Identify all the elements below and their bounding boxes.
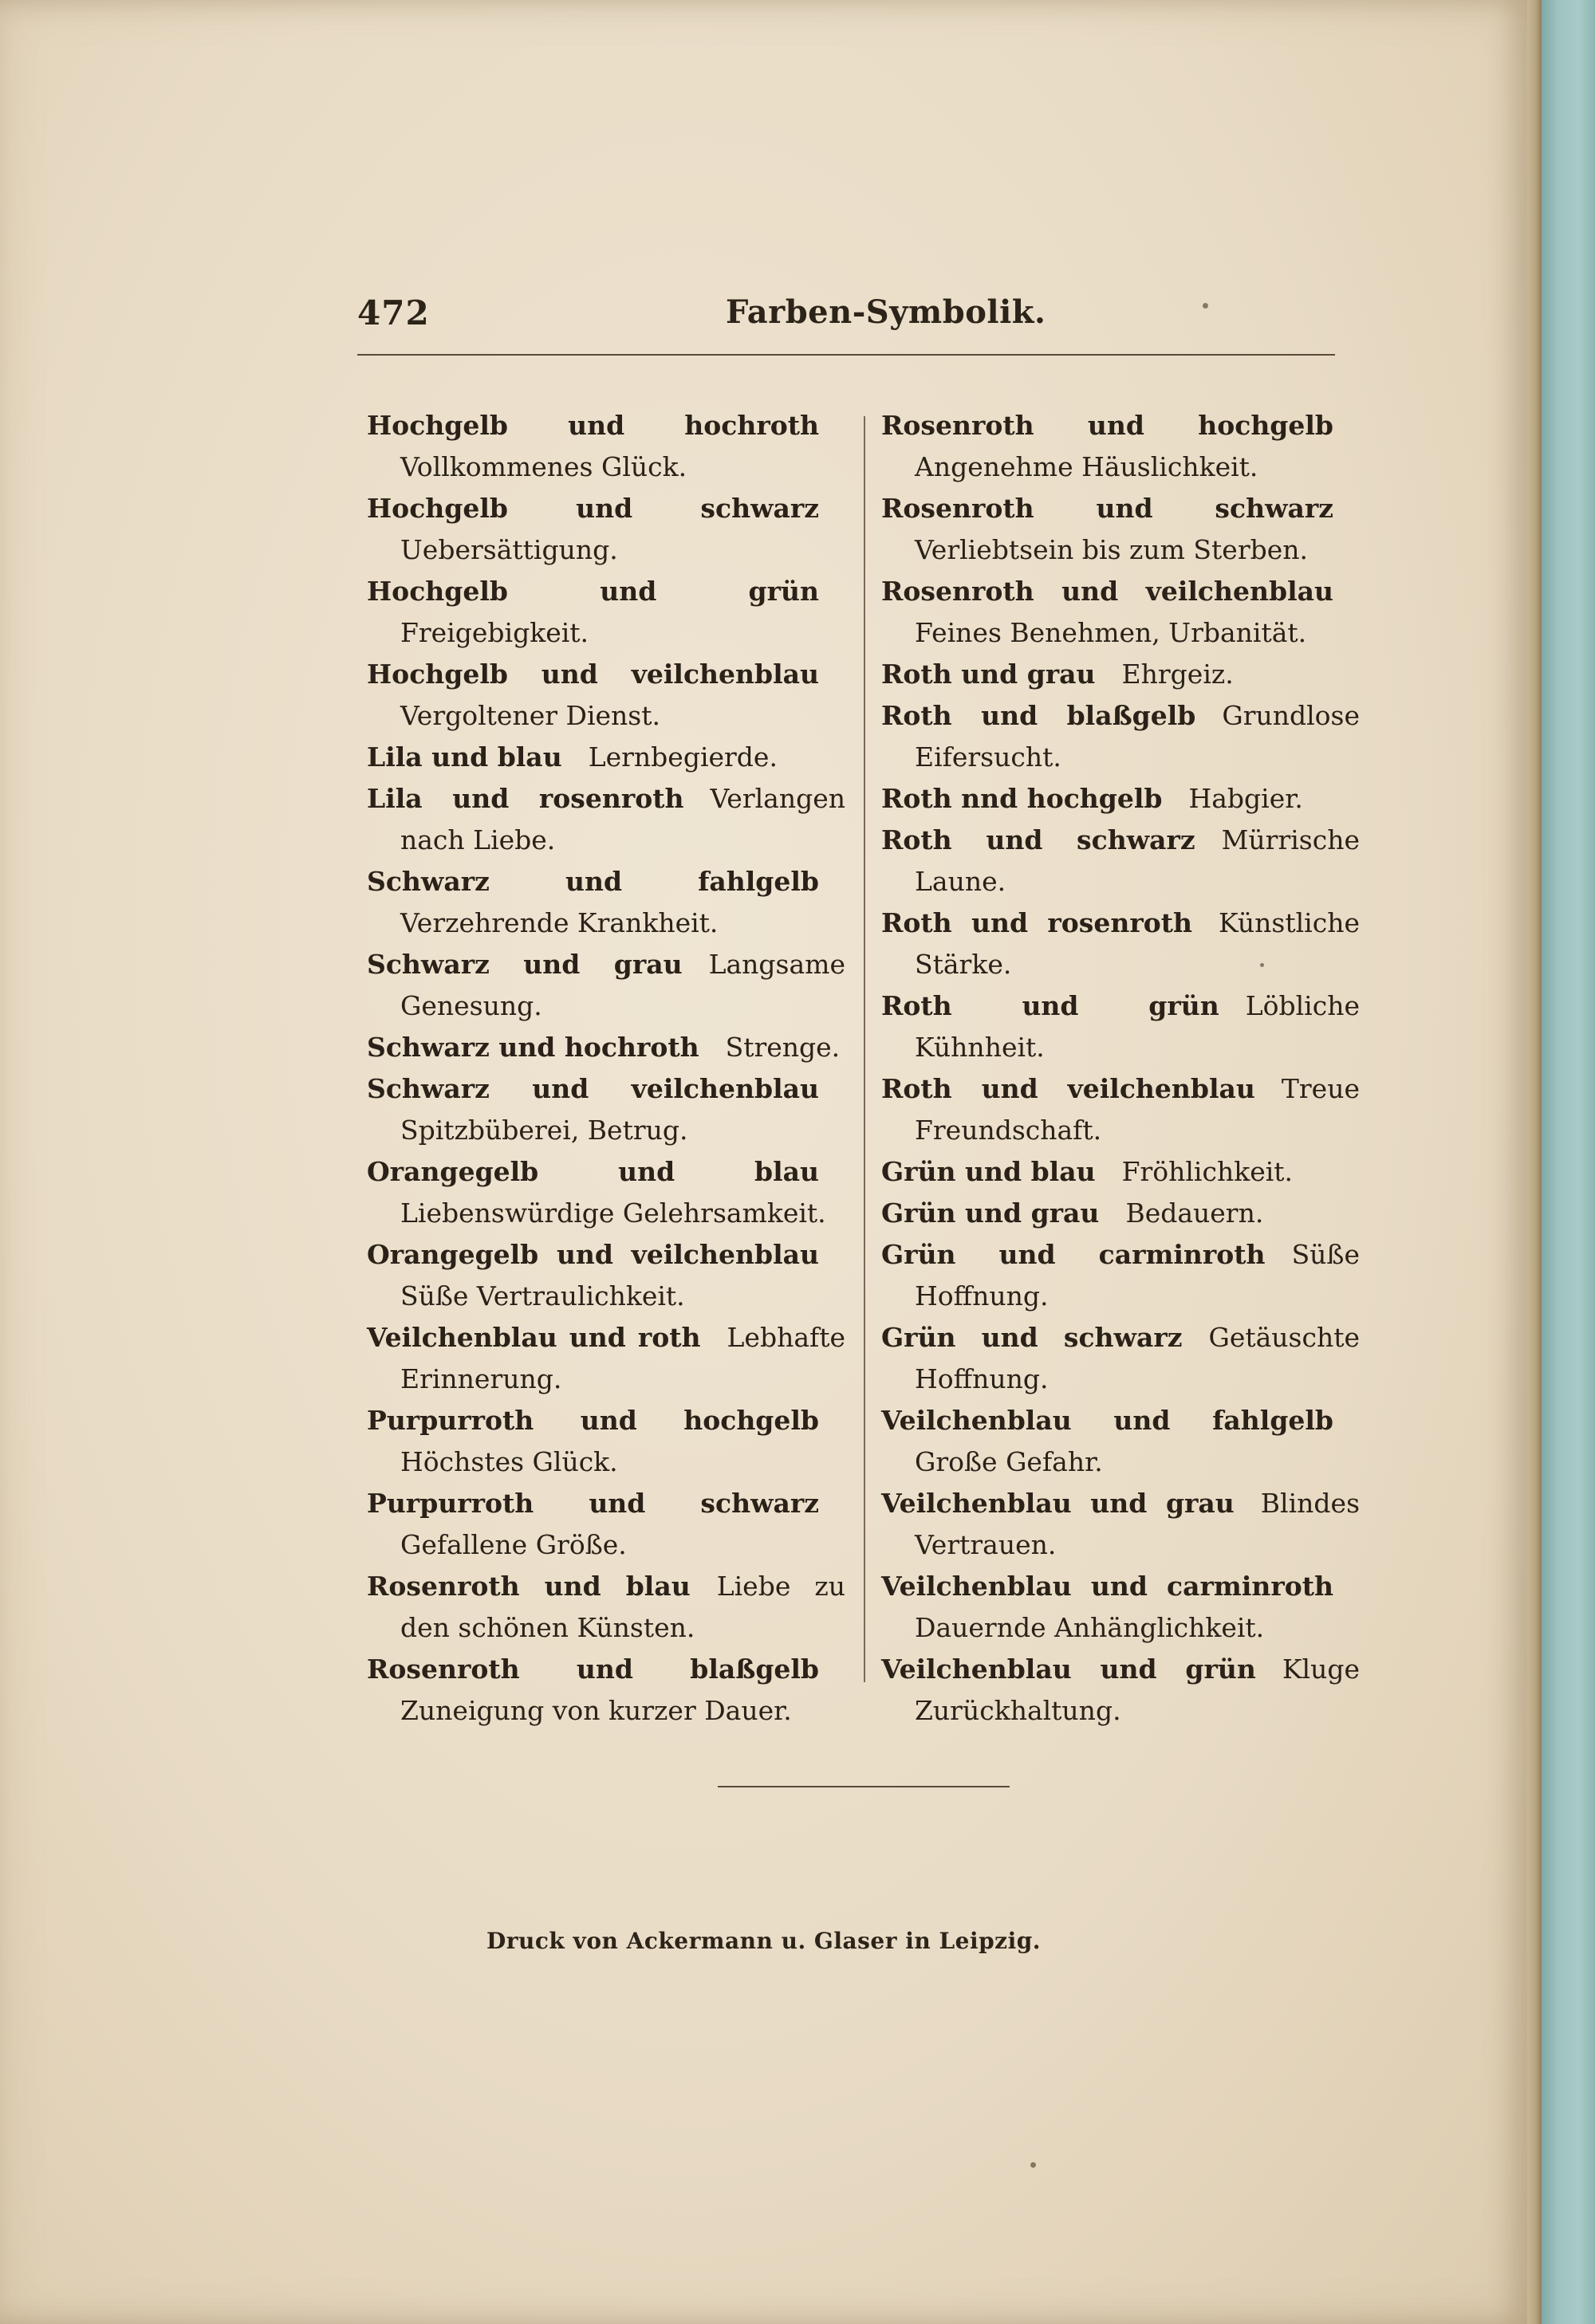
color-term: Hochgelb und veilchenblau — [367, 659, 819, 690]
color-meaning: Dauernde Anhänglichkeit. — [915, 1612, 1265, 1643]
color-meaning: Freigebigkeit. — [400, 617, 589, 648]
color-term: Roth und veilchenblau — [881, 1073, 1255, 1104]
color-term: Purpurroth und hochgelb — [367, 1405, 819, 1436]
symbol-entry — [367, 1566, 845, 1649]
color-meaning: Uebersättigung. — [400, 534, 618, 565]
color-meaning: Bedauern. — [1125, 1197, 1264, 1229]
color-term: Hochgelb und grün — [367, 576, 819, 607]
symbol-entry — [881, 1151, 1360, 1193]
color-term: Roth und grün — [881, 990, 1219, 1021]
right-column — [881, 405, 1360, 1732]
printer-imprint: Druck von Ackermann u. Glaser in Leipzig. — [486, 1928, 1042, 1954]
color-meaning: Verliebtsein bis zum Sterben. — [915, 534, 1308, 565]
running-head — [357, 293, 1335, 341]
symbol-entry — [881, 1068, 1360, 1151]
symbol-entry — [881, 654, 1360, 695]
symbol-entry — [367, 1400, 845, 1483]
color-meaning: Liebe zu den schönen Künsten. — [400, 1571, 845, 1643]
symbol-entry — [367, 1317, 845, 1400]
color-term: Lila und rosenroth — [367, 783, 684, 814]
color-term: Schwarz und grau — [367, 949, 683, 980]
color-term: Rosenroth und blau — [367, 1571, 691, 1602]
color-meaning: Verzehrende Krankheit. — [400, 907, 719, 938]
color-term: Roth und grau — [881, 659, 1096, 690]
symbol-entry — [881, 1193, 1360, 1234]
color-meaning: Spitzbüberei, Betrug. — [400, 1115, 688, 1146]
symbol-entry — [881, 571, 1360, 654]
color-term: Rosenroth und blaßgelb — [367, 1654, 819, 1685]
page-edge — [1527, 0, 1542, 2324]
color-meaning: Treue Freundschaft. — [915, 1073, 1360, 1146]
color-meaning: Fröhlichkeit. — [1121, 1156, 1294, 1187]
color-meaning: Große Gefahr. — [915, 1446, 1103, 1477]
color-meaning: Gefallene Größe. — [400, 1529, 627, 1560]
color-term: Orangegelb und blau — [367, 1156, 819, 1187]
color-meaning: Strenge. — [725, 1032, 841, 1063]
color-meaning: Lebhafte Erinnerung. — [400, 1322, 845, 1394]
color-term: Roth und blaßgelb — [881, 700, 1196, 731]
symbol-entry — [881, 902, 1360, 985]
color-term: Lila und blau — [367, 741, 562, 773]
color-meaning: Lernbegierde. — [588, 741, 778, 773]
color-meaning: Angenehme Häuslichkeit. — [915, 451, 1258, 482]
left-column — [367, 405, 845, 1732]
color-term: Roth und rosenroth — [881, 907, 1192, 938]
color-term: Veilchenblau und grau — [881, 1488, 1235, 1519]
color-meaning: Getäuschte Hoffnung. — [915, 1322, 1360, 1394]
column-divider — [864, 416, 865, 1682]
color-term: Rosenroth und veilchenblau — [881, 576, 1333, 607]
color-meaning: Blindes Vertrauen. — [915, 1488, 1360, 1560]
header-rule — [357, 354, 1335, 356]
color-meaning: Kluge Zurückhaltung. — [915, 1654, 1360, 1726]
color-term: Schwarz und fahlgelb — [367, 866, 819, 897]
symbol-entry — [881, 1566, 1360, 1649]
symbol-entry — [881, 778, 1360, 820]
book-cover-strip — [1542, 0, 1595, 2324]
symbol-entry — [881, 1483, 1360, 1566]
symbol-entry — [367, 1234, 845, 1317]
symbol-entry — [881, 820, 1360, 902]
symbol-entry — [367, 1649, 845, 1732]
color-term: Grün und carminroth — [881, 1239, 1266, 1270]
symbol-entry — [881, 405, 1360, 488]
color-meaning: Künstliche Stärke. — [915, 907, 1360, 980]
color-meaning: Süße Hoffnung. — [915, 1239, 1360, 1311]
color-term: Grün und grau — [881, 1197, 1100, 1229]
color-term: Orangegelb und veilchenblau — [367, 1239, 819, 1270]
color-meaning: Vergoltener Dienst. — [400, 700, 660, 731]
color-meaning: Liebenswürdige Gelehrsamkeit. — [400, 1197, 826, 1229]
symbol-entry — [881, 1400, 1360, 1483]
color-term: Schwarz und hochroth — [367, 1032, 699, 1063]
color-term: Grün und blau — [881, 1156, 1096, 1187]
symbol-entry — [367, 944, 845, 1027]
color-term: Grün und schwarz — [881, 1322, 1183, 1353]
symbol-entry — [881, 488, 1360, 571]
symbol-entry — [367, 488, 845, 571]
color-meaning: Verlangen nach Liebe. — [400, 783, 845, 855]
color-meaning: Süße Vertraulichkeit. — [400, 1280, 685, 1311]
color-meaning: Höchstes Glück. — [400, 1446, 618, 1477]
running-title: Farben-Symbolik. — [726, 293, 1046, 331]
color-term: Rosenroth und schwarz — [881, 493, 1333, 524]
symbol-entry — [881, 695, 1360, 778]
color-meaning: Vollkommenes Glück. — [400, 451, 687, 482]
color-meaning: Mürrische Laune. — [915, 824, 1360, 897]
paper-speck — [1030, 2162, 1036, 2168]
color-term: Veilchenblau und fahlgelb — [881, 1405, 1333, 1436]
symbol-entry — [881, 1649, 1360, 1732]
symbol-entry — [367, 778, 845, 861]
color-meaning: Ehrgeiz. — [1121, 659, 1234, 690]
symbol-entry — [367, 1027, 845, 1068]
color-term: Schwarz und veilchenblau — [367, 1073, 819, 1104]
symbol-entry — [367, 1151, 845, 1234]
color-meaning: Grundlose Eifersucht. — [915, 700, 1360, 773]
color-term: Hochgelb und schwarz — [367, 493, 819, 524]
color-term: Veilchenblau und grün — [881, 1654, 1256, 1685]
color-term: Veilchenblau und carminroth — [881, 1571, 1333, 1602]
color-meaning: Zuneigung von kurzer Dauer. — [400, 1695, 792, 1726]
symbol-entry — [367, 1068, 845, 1151]
end-rule — [718, 1786, 1010, 1787]
symbol-entry — [367, 405, 845, 488]
symbol-entry — [881, 1234, 1360, 1317]
color-term: Rosenroth und hochgelb — [881, 410, 1333, 441]
symbol-entry — [367, 571, 845, 654]
symbol-entry — [881, 985, 1360, 1068]
color-term: Veilchenblau und roth — [367, 1322, 701, 1353]
color-term: Hochgelb und hochroth — [367, 410, 819, 441]
color-meaning: Langsame Genesung. — [400, 949, 845, 1021]
paper-speck — [1203, 303, 1208, 309]
page-number: 472 — [357, 293, 430, 332]
symbol-entry — [367, 861, 845, 944]
symbol-entry — [881, 1317, 1360, 1400]
symbol-entry — [367, 1483, 845, 1566]
color-meaning: Löbliche Kühnheit. — [915, 990, 1360, 1063]
paper-speck — [1260, 963, 1264, 967]
color-term: Roth und schwarz — [881, 824, 1195, 855]
symbol-entry — [367, 654, 845, 737]
color-term: Purpurroth und schwarz — [367, 1488, 819, 1519]
color-meaning: Feines Benehmen, Urbanität. — [915, 617, 1307, 648]
symbol-entry — [367, 737, 845, 778]
color-term: Roth nnd hochgelb — [881, 783, 1163, 814]
color-meaning: Habgier. — [1188, 783, 1303, 814]
